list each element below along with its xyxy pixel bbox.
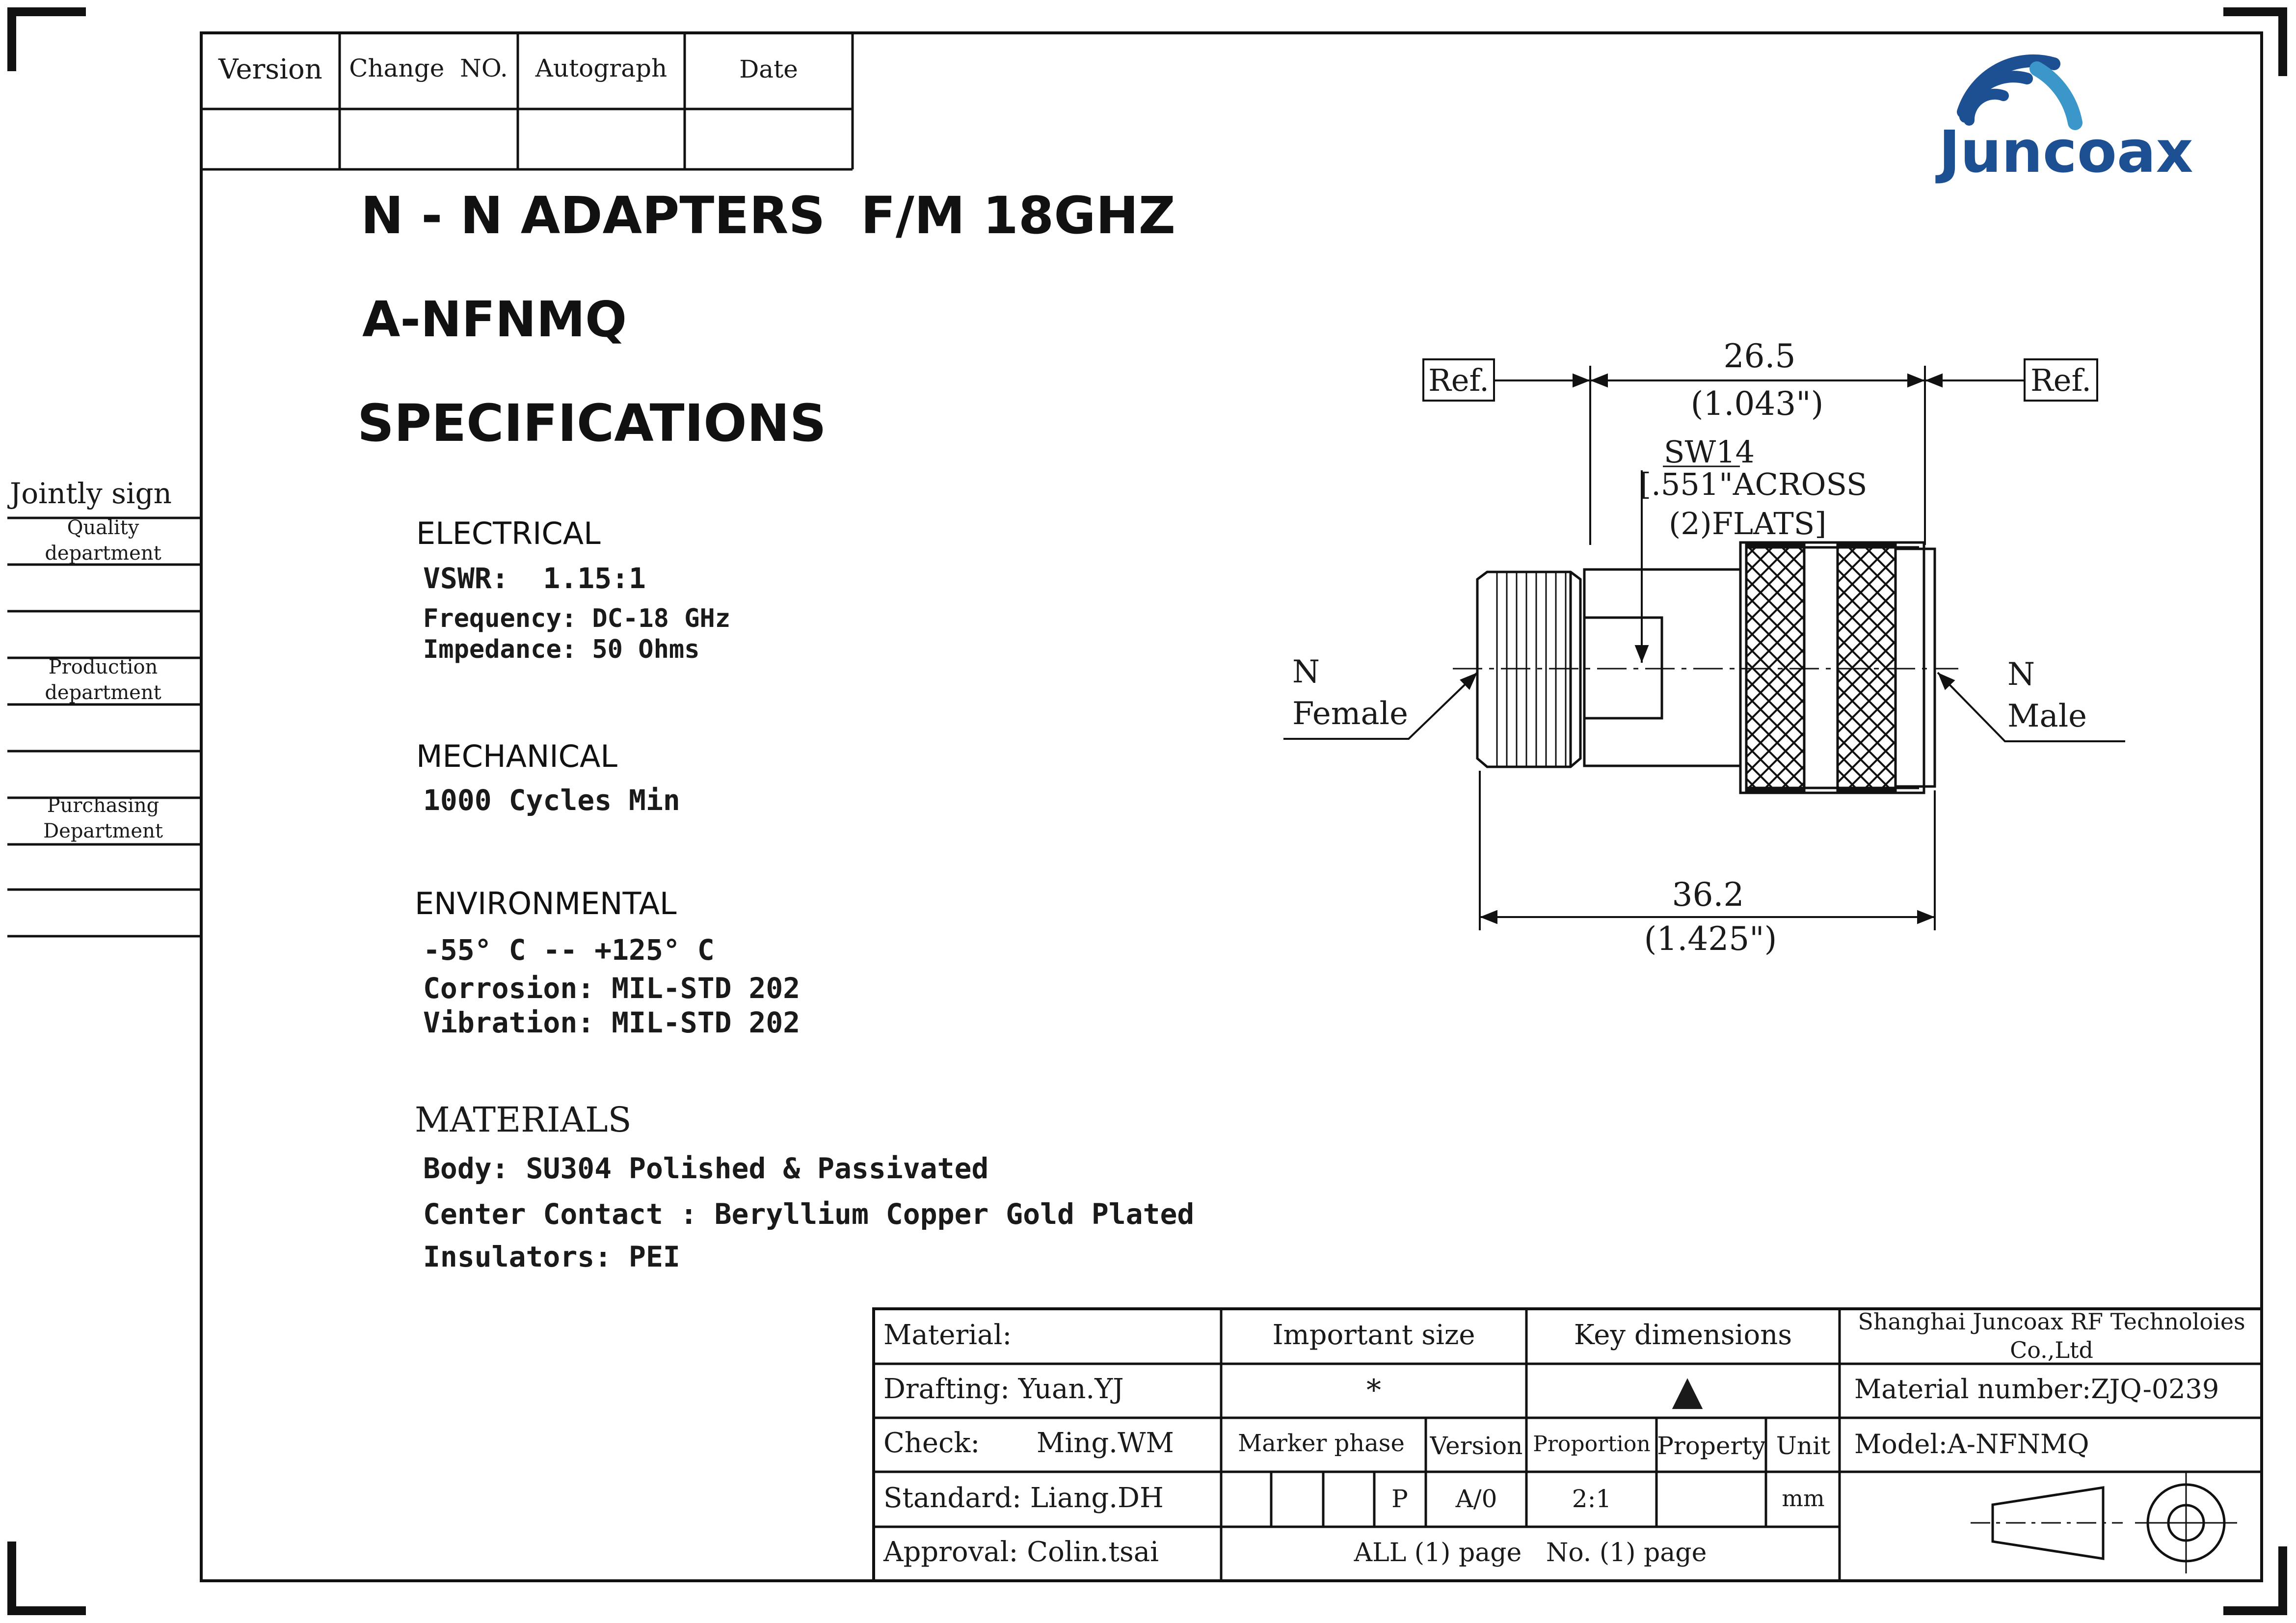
bottom-dimension-mm: 36.2 [1672, 876, 1744, 914]
materials-line: Body: SU304 Polished & Passivated [423, 1152, 989, 1185]
wrench-size-label: SW14 [1664, 434, 1755, 470]
mechanical-heading: MECHANICAL [416, 738, 617, 774]
electrical-line: VSWR: 1.15:1 [423, 562, 646, 595]
production-department-label-2: department [45, 681, 161, 704]
marker-phase-label: Marker phase [1238, 1430, 1405, 1457]
electrical-line: Impedance: 50 Ohms [423, 635, 700, 664]
important-size-symbol: * [1366, 1373, 1381, 1407]
revision-header-autograph: Autograph [535, 54, 667, 82]
ref-left-label: Ref. [1428, 362, 1489, 398]
quality-department-label: Quality [67, 516, 139, 539]
drafting-label: Drafting: Yuan.YJ [883, 1373, 1124, 1405]
jointly-sign-title: Jointly sign [10, 477, 172, 510]
version-label: Version [1430, 1432, 1523, 1460]
proportion-value: 2:1 [1572, 1485, 1612, 1513]
bottom-dimension-in: (1.425") [1644, 920, 1777, 958]
important-size-label: Important size [1272, 1319, 1475, 1351]
juncoax-logo [1935, 61, 2193, 186]
spec-materials [415, 1100, 1194, 1273]
jointly-sign-panel [7, 477, 201, 936]
top-dimension-mm: 26.5 [1723, 337, 1796, 375]
left-connector-label1: N [1292, 654, 1320, 690]
approval-label: Approval: Colin.tsai [883, 1536, 1159, 1568]
right-connector-label1: N [2007, 656, 2035, 693]
spec-electrical [416, 515, 730, 664]
materials-heading: MATERIALS [415, 1100, 632, 1140]
signal-waves-icon [1963, 61, 2075, 123]
material-label: Material: [883, 1319, 1012, 1351]
environmental-line: -55° C -- +125° C [423, 933, 715, 967]
phase-mark-4: P [1391, 1485, 1408, 1513]
materials-line: Insulators: PEI [423, 1240, 680, 1273]
version-value: A/0 [1455, 1485, 1497, 1513]
revision-table [201, 33, 853, 169]
revision-header-change-no: Change NO. [349, 54, 508, 82]
top-dimension-in: (1.043") [1690, 385, 1824, 423]
environmental-heading: ENVIRONMENTAL [415, 886, 677, 921]
quality-department-label-2: department [45, 542, 161, 565]
left-connector-label2: Female [1292, 696, 1408, 732]
mechanical-line: 1000 Cycles Min [423, 784, 680, 817]
page-count: ALL (1) page No. (1) page [1354, 1538, 1707, 1568]
title-block [874, 1308, 2262, 1581]
revision-header-version: Version [218, 54, 322, 85]
revision-header-date: Date [739, 55, 798, 83]
purchasing-department-label-2: Department [43, 820, 163, 842]
wrench-note-line1: [.551"ACROSS [1639, 466, 1868, 502]
materials-line: Center Contact : Beryllium Copper Gold Plated [423, 1197, 1195, 1231]
company-name-line1: Shanghai Juncoax RF Technoloies [1858, 1308, 2245, 1335]
check-label: Check: [883, 1427, 980, 1459]
projection-symbol-icon [1971, 1473, 2237, 1573]
ref-right-label: Ref. [2030, 362, 2091, 398]
spec-mechanical [416, 738, 680, 817]
production-department-label: Production [48, 656, 158, 678]
logo-text: Juncoax [1939, 118, 2193, 186]
electrical-line: Frequency: DC-18 GHz [423, 604, 731, 633]
company-name-line2: Co.,Ltd [2010, 1337, 2093, 1363]
standard-label: Standard: Liang.DH [883, 1482, 1164, 1514]
product-title: N - N ADAPTERS F/M 18GHZ [361, 186, 1176, 245]
environmental-line: Corrosion: MIL-STD 202 [423, 972, 801, 1005]
proportion-label: Proportion [1533, 1432, 1651, 1457]
material-number: Material number:ZJQ-0239 [1854, 1374, 2219, 1405]
key-dimensions-label: Key dimensions [1574, 1319, 1792, 1351]
product-model: A-NFNMQ [362, 291, 627, 348]
adapter-drawing [1283, 337, 2125, 958]
environmental-line: Vibration: MIL-STD 202 [423, 1006, 801, 1039]
property-label: Property [1657, 1432, 1766, 1460]
key-dimensions-symbol: ▲ [1672, 1367, 1703, 1414]
connector-body [1453, 542, 1958, 793]
model-number: Model:A-NFNMQ [1854, 1429, 2089, 1460]
unit-label: Unit [1776, 1432, 1831, 1460]
unit-value: mm [1782, 1485, 1825, 1512]
spec-environmental [415, 886, 800, 1039]
wrench-note-line2: (2)FLATS] [1669, 506, 1827, 541]
electrical-heading: ELECTRICAL [416, 515, 601, 551]
purchasing-department-label: Purchasing [47, 794, 160, 817]
check-name: Ming.WM [1037, 1427, 1174, 1459]
specifications-heading: SPECIFICATIONS [357, 393, 827, 453]
right-connector-label2: Male [2007, 698, 2087, 734]
